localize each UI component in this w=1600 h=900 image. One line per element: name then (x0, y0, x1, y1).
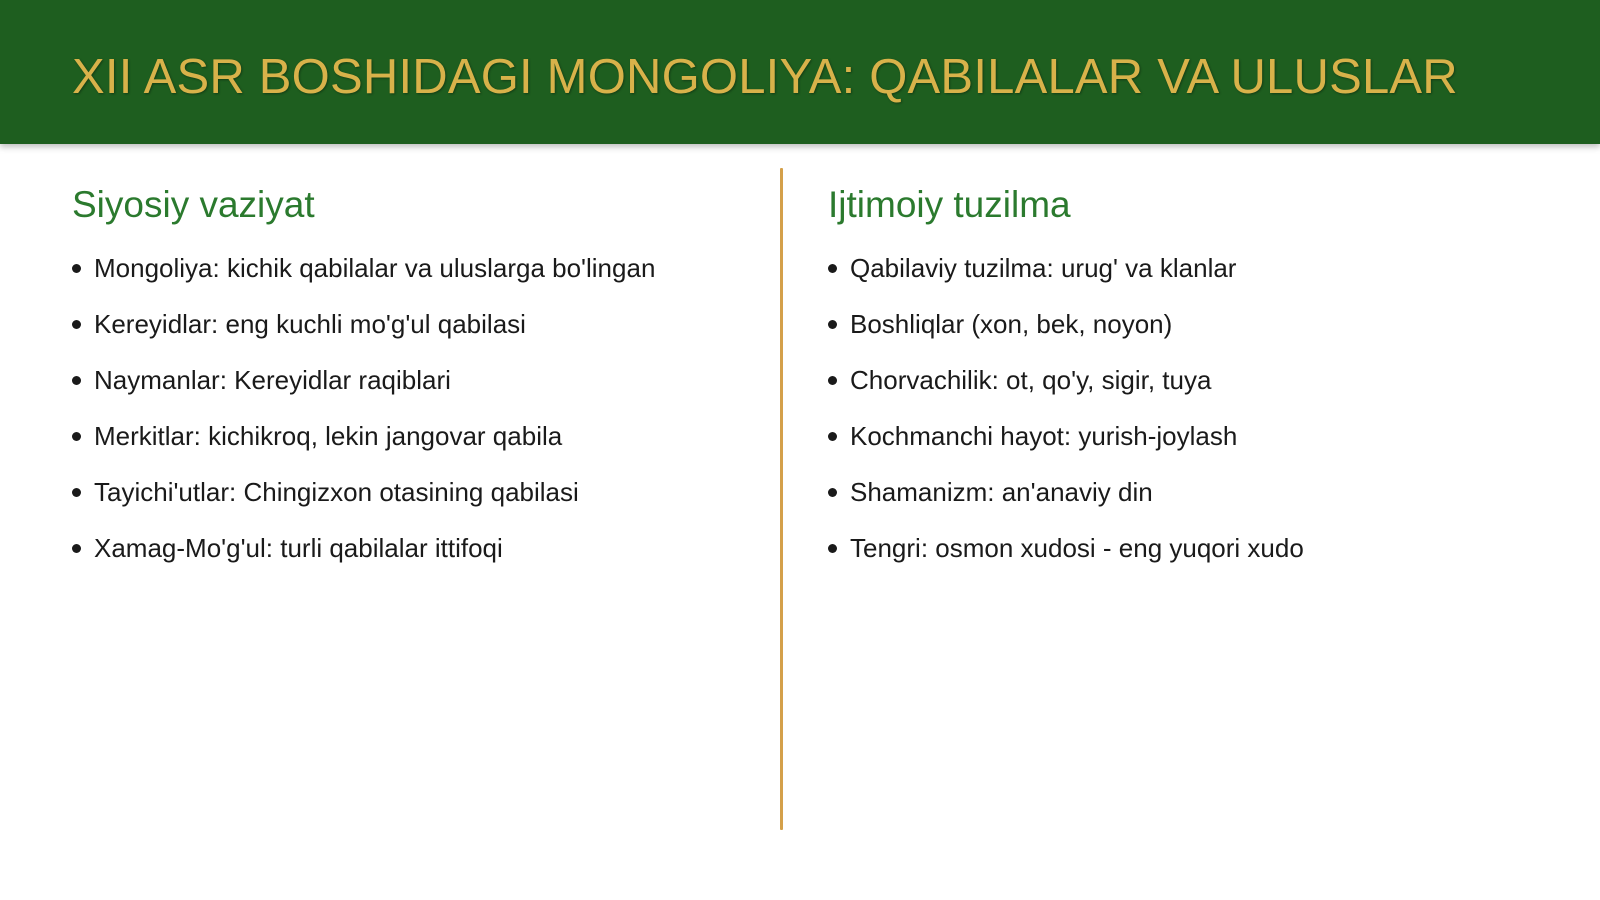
left-bullet-list (72, 240, 772, 576)
right-bullet-list (828, 240, 1528, 576)
bullet-item (828, 464, 1528, 520)
right-column (828, 170, 1528, 576)
bullet-text: Boshliqlar (xon, bek, noyon) (850, 308, 1173, 339)
bullet-dot-icon (828, 320, 837, 329)
title-bar (0, 0, 1600, 144)
bullet-text: Shamanizm: an'anaviy din (850, 476, 1153, 507)
bullet-dot-icon (72, 264, 81, 273)
bullet-item (72, 240, 772, 296)
bullet-text: Tayichi'utlar: Chingizxon otasining qabilasi (94, 476, 579, 507)
bullet-item (72, 520, 772, 576)
slide-title: XII ASR BOSHIDAGI MONGOLIYA: QABILALAR VA ULUSLAR (72, 50, 1458, 104)
bullet-dot-icon (72, 376, 81, 385)
bullet-text: Chorvachilik: ot, qo'y, sigir, tuya (850, 364, 1212, 395)
bullet-text: Kochmanchi hayot: yurish-joylash (850, 420, 1238, 451)
bullet-dot-icon (72, 544, 81, 553)
bullet-item (72, 352, 772, 408)
bullet-text: Naymanlar: Kereyidlar raqiblari (94, 364, 451, 395)
bullet-dot-icon (72, 432, 81, 441)
bullet-item (828, 352, 1528, 408)
bullet-item (72, 464, 772, 520)
bullet-item (828, 296, 1528, 352)
left-column-heading: Siyosiy vaziyat (72, 184, 315, 225)
bullet-text: Merkitlar: kichikroq, lekin jangovar qabila (94, 420, 563, 451)
bullet-item (828, 408, 1528, 464)
bullet-item (828, 240, 1528, 296)
bullet-dot-icon (828, 376, 837, 385)
bullet-text: Qabilaviy tuzilma: urug' va klanlar (850, 252, 1237, 283)
left-column (72, 170, 772, 576)
bullet-text: Kereyidlar: eng kuchli mo'g'ul qabilasi (94, 308, 526, 339)
right-column-heading: Ijtimoiy tuzilma (828, 184, 1071, 225)
bullet-item (828, 520, 1528, 576)
bullet-text: Tengri: osmon xudosi - eng yuqori xudo (850, 532, 1304, 563)
bullet-dot-icon (828, 432, 837, 441)
bullet-dot-icon (72, 320, 81, 329)
bullet-item (72, 408, 772, 464)
bullet-text: Mongoliya: kichik qabilalar va uluslarga bo'lingan (94, 252, 656, 283)
bullet-dot-icon (828, 264, 837, 273)
bullet-dot-icon (828, 544, 837, 553)
bullet-dot-icon (828, 488, 837, 497)
bullet-item (72, 296, 772, 352)
bullet-text: Xamag-Mo'g'ul: turli qabilalar ittifoqi (94, 532, 503, 563)
bullet-dot-icon (72, 488, 81, 497)
column-divider (780, 168, 783, 830)
